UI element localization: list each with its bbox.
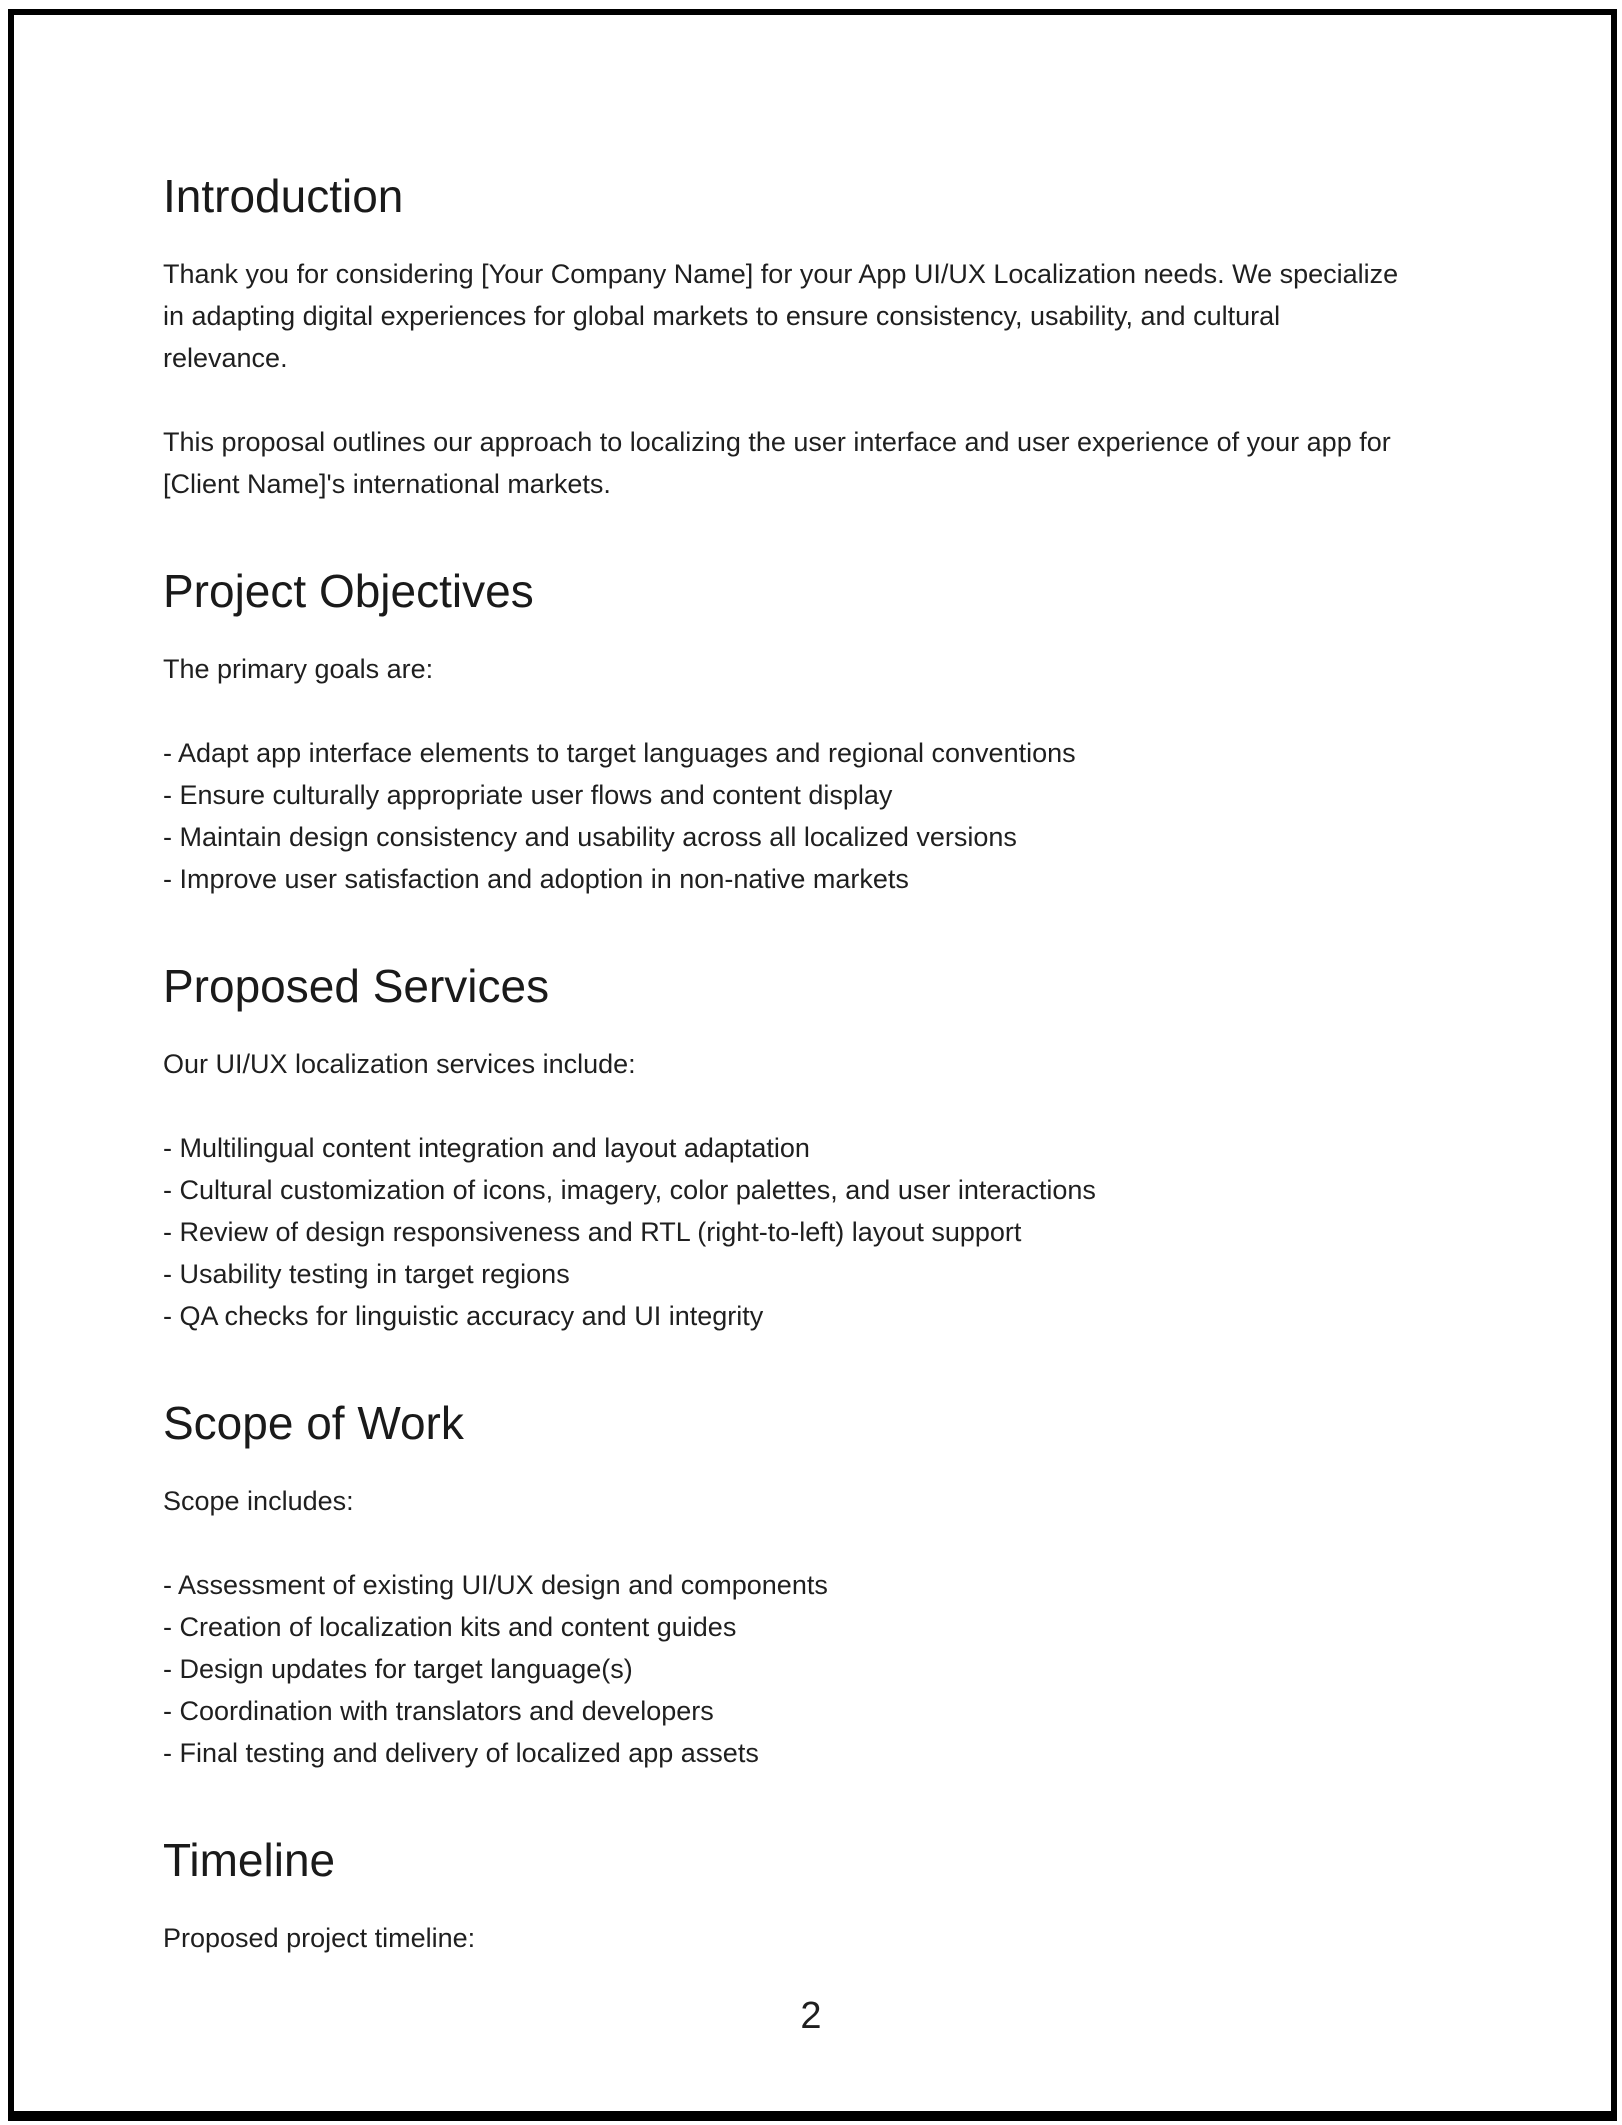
section-heading-project-objectives: Project Objectives [163,565,534,617]
list-intro: Scope includes: [163,1486,354,1516]
list-item: - Usability testing in target regions [163,1259,570,1289]
list-item: - QA checks for linguistic accuracy and UI integrity [163,1301,764,1331]
list-intro: Our UI/UX localization services include: [163,1049,636,1079]
list-intro: The primary goals are: [163,654,434,684]
section-heading-scope-of-work: Scope of Work [163,1397,464,1449]
section-heading-introduction: Introduction [163,170,404,222]
section-heading-proposed-services: Proposed Services [163,960,550,1012]
paragraph: Thank you for considering [Your Company Name] for your App UI/UX Localization needs. We specialize in adapting digital experiences for global markets to ensure consistency, usability, and cultural relevance. [163,259,1399,373]
section-heading-timeline: Timeline [163,1834,336,1886]
list-item: - Multilingual content integration and layout adaptation [163,1133,810,1163]
list-item: - Ensure culturally appropriate user flows and content display [163,780,893,810]
list-item: - Adapt app interface elements to target languages and regional conventions [163,738,1076,768]
list-item: - Design updates for target language(s) [163,1654,633,1684]
bullet-list-proposed-services [163,1127,1409,1337]
list-item: - Maintain design consistency and usability across all localized versions [163,822,1017,852]
list-item: - Coordination with translators and developers [163,1696,714,1726]
list-item: - Cultural customization of icons, imagery, color palettes, and user interactions [163,1175,1096,1205]
list-item: - Improve user satisfaction and adoption in non-native markets [163,864,909,894]
list-item: - Final testing and delivery of localized app assets [163,1738,759,1768]
list-intro: Proposed project timeline: [163,1923,476,1953]
list-item: - Review of design responsiveness and RTL (right-to-left) layout support [163,1217,1022,1247]
bullet-list-scope-of-work [163,1564,1409,1774]
list-item: - Assessment of existing UI/UX design and components [163,1570,828,1600]
page-number: 2 [800,1995,822,2037]
bullet-list-project-objectives [163,732,1409,900]
paragraph: This proposal outlines our approach to localizing the user interface and user experience of your app for [Client Name]'s international markets. [163,427,1391,499]
list-item: - Creation of localization kits and content guides [163,1612,737,1642]
